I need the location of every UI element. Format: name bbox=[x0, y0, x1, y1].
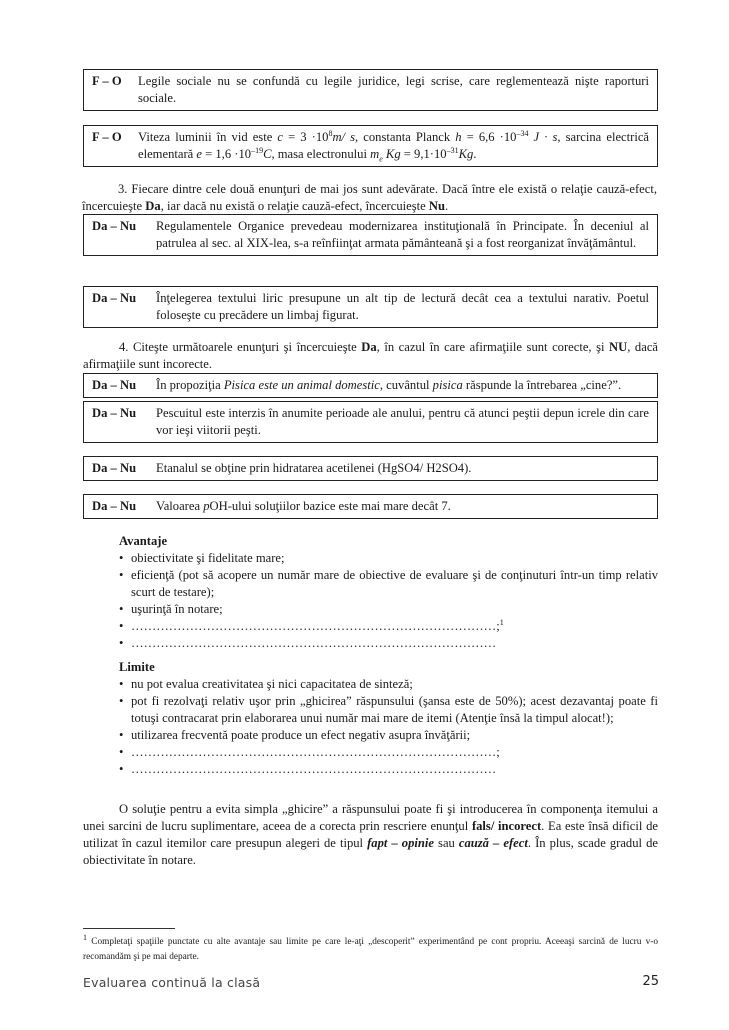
footer-title: Evaluarea continuă la clasă bbox=[83, 975, 261, 990]
item-statement: Regulamentele Organice prevedeau modernizarea instituţională în Principate. În deceniul al patrulea al sec. al XIX-lea, s-a reînfiinţat armata pământeană şi a fost reorganizat învăţământul. bbox=[156, 219, 649, 250]
advantages-heading: Avantaje bbox=[119, 534, 168, 548]
task-3-instruction: 3. Fiecare dintre cele două enunţuri de mai jos sunt adevărate. Dacă între ele există o relaţie cauză-efect, încercuieşte Da, iar dacă nu există o relaţie cauză-efect, încercuieşte Nu. bbox=[82, 182, 657, 213]
task-4-instruction: 4. Citeşte următoarele enunţuri şi încercuieşte Da, în cazul în care afirmaţiile sunt corecte, şi NU, dacă afirmaţiile sunt incorecte. bbox=[83, 340, 658, 371]
item-tag: Da – Nu bbox=[92, 499, 137, 513]
list-item: • pot fi rezolvaţi relativ uşor prin „ghicirea” răspunsului (şansa este de 50%); acest dezavantaj poate fi totuşi contracarat prin elaborarea unui număr mai mare de itemi (Atenţie însă la timpul alocat!); bbox=[119, 694, 658, 725]
item-statement: Valoarea pOH-ului soluţiilor bazice este mai mare decât 7. bbox=[156, 499, 451, 513]
limits-section bbox=[119, 659, 658, 778]
footnote-marker: 1 bbox=[83, 932, 87, 942]
advantages-section bbox=[119, 533, 658, 652]
list-item: • eficienţă (pot să acopere un număr mare de obiective de evaluare şi de conţinuturi într-un timp relativ scurt de testare); bbox=[119, 568, 658, 599]
yes-no-item-box bbox=[83, 214, 658, 256]
limits-heading: Limite bbox=[119, 660, 155, 674]
item-statement: Pescuitul este interzis în anumite perioade ale anului, pentru că atunci peştii depun icrele din care vor ieşi viitorii peşti. bbox=[156, 406, 649, 437]
item-statement: Legile sociale nu se confundă cu legile juridice, legi scrise, care reglementează nişte raporturi sociale. bbox=[138, 74, 649, 105]
item-tag: Da – Nu bbox=[92, 291, 137, 305]
list-item: • utilizarea frecventă poate produce un efect negativ asupra învăţării; bbox=[119, 728, 471, 742]
footnote-rule bbox=[83, 928, 175, 929]
list-item: • ……………………………………………………………………………;$^1$ bbox=[119, 617, 504, 633]
yes-no-item-box bbox=[83, 456, 658, 481]
item-tag: F – O bbox=[92, 130, 122, 144]
yes-no-item-box bbox=[83, 373, 658, 398]
item-statement: Etanalul se obţine prin hidratarea acetilenei (HgSO4/ H2SO4). bbox=[156, 461, 472, 475]
list-item: • ……………………………………………………………………………; bbox=[119, 745, 500, 759]
yes-no-item-box bbox=[83, 401, 658, 443]
page-number: 25 bbox=[642, 974, 659, 989]
list-item: • …………………………………………………………………………… bbox=[119, 762, 497, 776]
item-tag: Da – Nu bbox=[92, 378, 137, 392]
advantages-list bbox=[119, 550, 658, 652]
yes-no-item-box bbox=[83, 286, 658, 328]
footnote: $^1$ Completaţi spaţiile punctate cu alte avantaje sau limite pe care le-aţi „descoperit” experimentând pe cont propriu. Aceeaşi sarcină de lucru v-o recomandăm şi pe mai departe. bbox=[83, 932, 658, 962]
true-false-item-box bbox=[83, 125, 658, 167]
item-tag: F – O bbox=[92, 74, 122, 88]
limits-list bbox=[119, 676, 658, 778]
list-item: • nu pot evalua creativitatea şi nici capacitatea de sinteză; bbox=[119, 677, 413, 691]
yes-no-item-box bbox=[83, 494, 658, 519]
list-item: • …………………………………………………………………………… bbox=[119, 636, 497, 650]
closing-paragraph: O soluţie pentru a evita simpla „ghicire” a răspunsului poate fi şi introducerea în componenţa itemului a unei sarcini de lucru suplimentare, aceea de a corecta prin rescriere enunţul fals/ incorect. Ea este însă dificil de utilizat în cazul itemilor care presupun alegeri de tipul fapt – opinie sau cauză – efect. În plus, scade gradul de obiectivitate în notare. bbox=[83, 802, 658, 867]
item-statement: În propoziţia Pisica este un animal domestic, cuvântul pisica răspunde la întrebarea „cine?”. bbox=[156, 378, 622, 392]
footnote-marker: 1 bbox=[499, 617, 504, 627]
true-false-item-box bbox=[83, 69, 658, 111]
item-statement: Înţelegerea textului liric presupune un alt tip de lectură decât cea a textului narativ. Poetul foloseşte cu precădere un limbaj figurat. bbox=[156, 291, 649, 322]
item-statement: Viteza luminii în vid este $c = 3 \cdot 10^8m/$ s, constanta Planck $h = 6,6 \cdot 10^{-34}$ J · s, sarcina electrică elementară $e = 1,6 \cdot 10^{-19}C$, masa electronului $m_e$ $Kg = 9,1\cdot 10^{-31}Kg$. bbox=[138, 128, 649, 164]
item-tag: Da – Nu bbox=[92, 406, 137, 420]
item-tag: Da – Nu bbox=[92, 461, 137, 475]
list-item: • uşurinţă în notare; bbox=[119, 602, 223, 616]
list-item: • obiectivitate şi fidelitate mare; bbox=[119, 551, 285, 565]
item-tag: Da – Nu bbox=[92, 219, 137, 233]
